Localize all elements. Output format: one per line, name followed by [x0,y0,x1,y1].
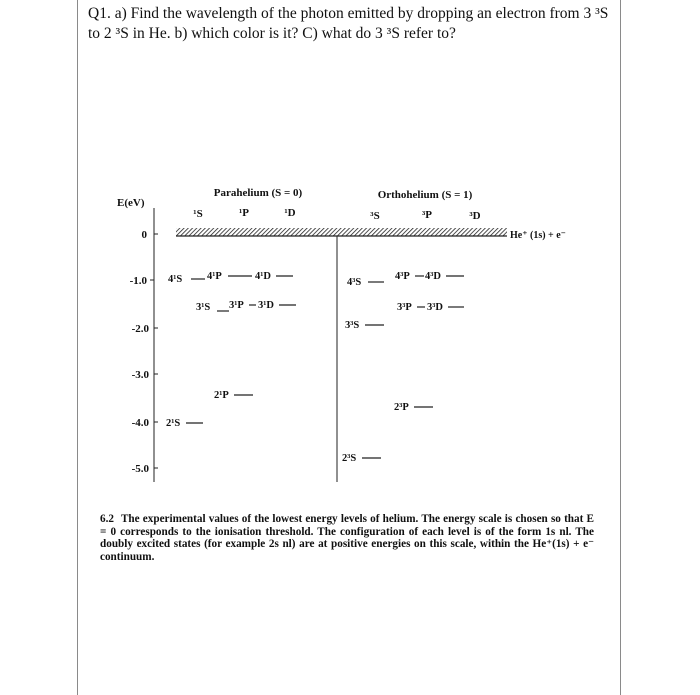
question-line-2: to 2 ³S in He. b) which color is it? C) what do 3 ³S refer to? [88,25,456,42]
ionisation-threshold-band [176,228,507,236]
tick-label-1: -1.0 [129,275,147,287]
level-label-ortho-4D: 4³D [425,271,441,282]
tick-label-3: -3.0 [131,369,149,381]
level-label-ortho-4P: 4³P [395,271,410,282]
ortho-col-d: ³D [469,210,481,222]
tick-label-5: -5.0 [131,463,149,475]
para-col-d: ¹D [284,207,296,219]
caption-text: The experimental values of the lowest energy levels of helium. The energy scale is chosen so that E = 0 corresponds to the ionisation threshold. The configuration of each level is of the form 1s nl. The doubly excited states (for example 2s nl) are at positive energies on this scale, within the He⁺(1s) + e⁻ continuum. [100,513,594,563]
tick-label-2: -2.0 [131,323,149,335]
para-col-s: ¹S [193,208,203,220]
ortho-col-s: ³S [370,210,380,222]
level-label-ortho-4S: 4³S [347,277,362,288]
level-label-ortho-2P: 2³P [394,402,409,413]
level-label-para-4S: 4¹S [168,274,183,285]
level-label-para-3P: 3¹P [229,300,244,311]
level-label-ortho-3S: 3³S [345,320,360,331]
level-label-para-2P: 2¹P [214,390,229,401]
parahelium-title: Parahelium (S = 0) [213,187,303,199]
level-label-para-3D: 3¹D [258,300,274,311]
para-col-p: ¹P [238,207,250,219]
level-label-para-4D: 4¹D [255,271,271,282]
tick-label-0: 0 [141,229,147,241]
level-label-para-2S: 2¹S [166,418,181,429]
level-label-para-4P: 4¹P [207,271,222,282]
continuum-label: He⁺ (1s) + e⁻ [510,230,566,241]
caption-number: 6.2 [100,513,114,525]
level-label-ortho-3P: 3³P [397,302,412,313]
tick-label-4: -4.0 [131,417,149,429]
y-axis-label: E(eV) [117,197,145,209]
orthohelium-title: Orthohelium (S = 1) [377,189,473,201]
question-line-1: Q1. a) Find the wavelength of the photon emitted by dropping an electron from 3 ³S [88,5,609,22]
level-label-ortho-2S: 2³S [342,453,357,464]
level-label-para-3S: 3¹S [196,302,211,313]
level-label-ortho-3D: 3³D [427,302,443,313]
ortho-col-p: ³P [421,209,433,221]
figure-caption [100,513,594,563]
